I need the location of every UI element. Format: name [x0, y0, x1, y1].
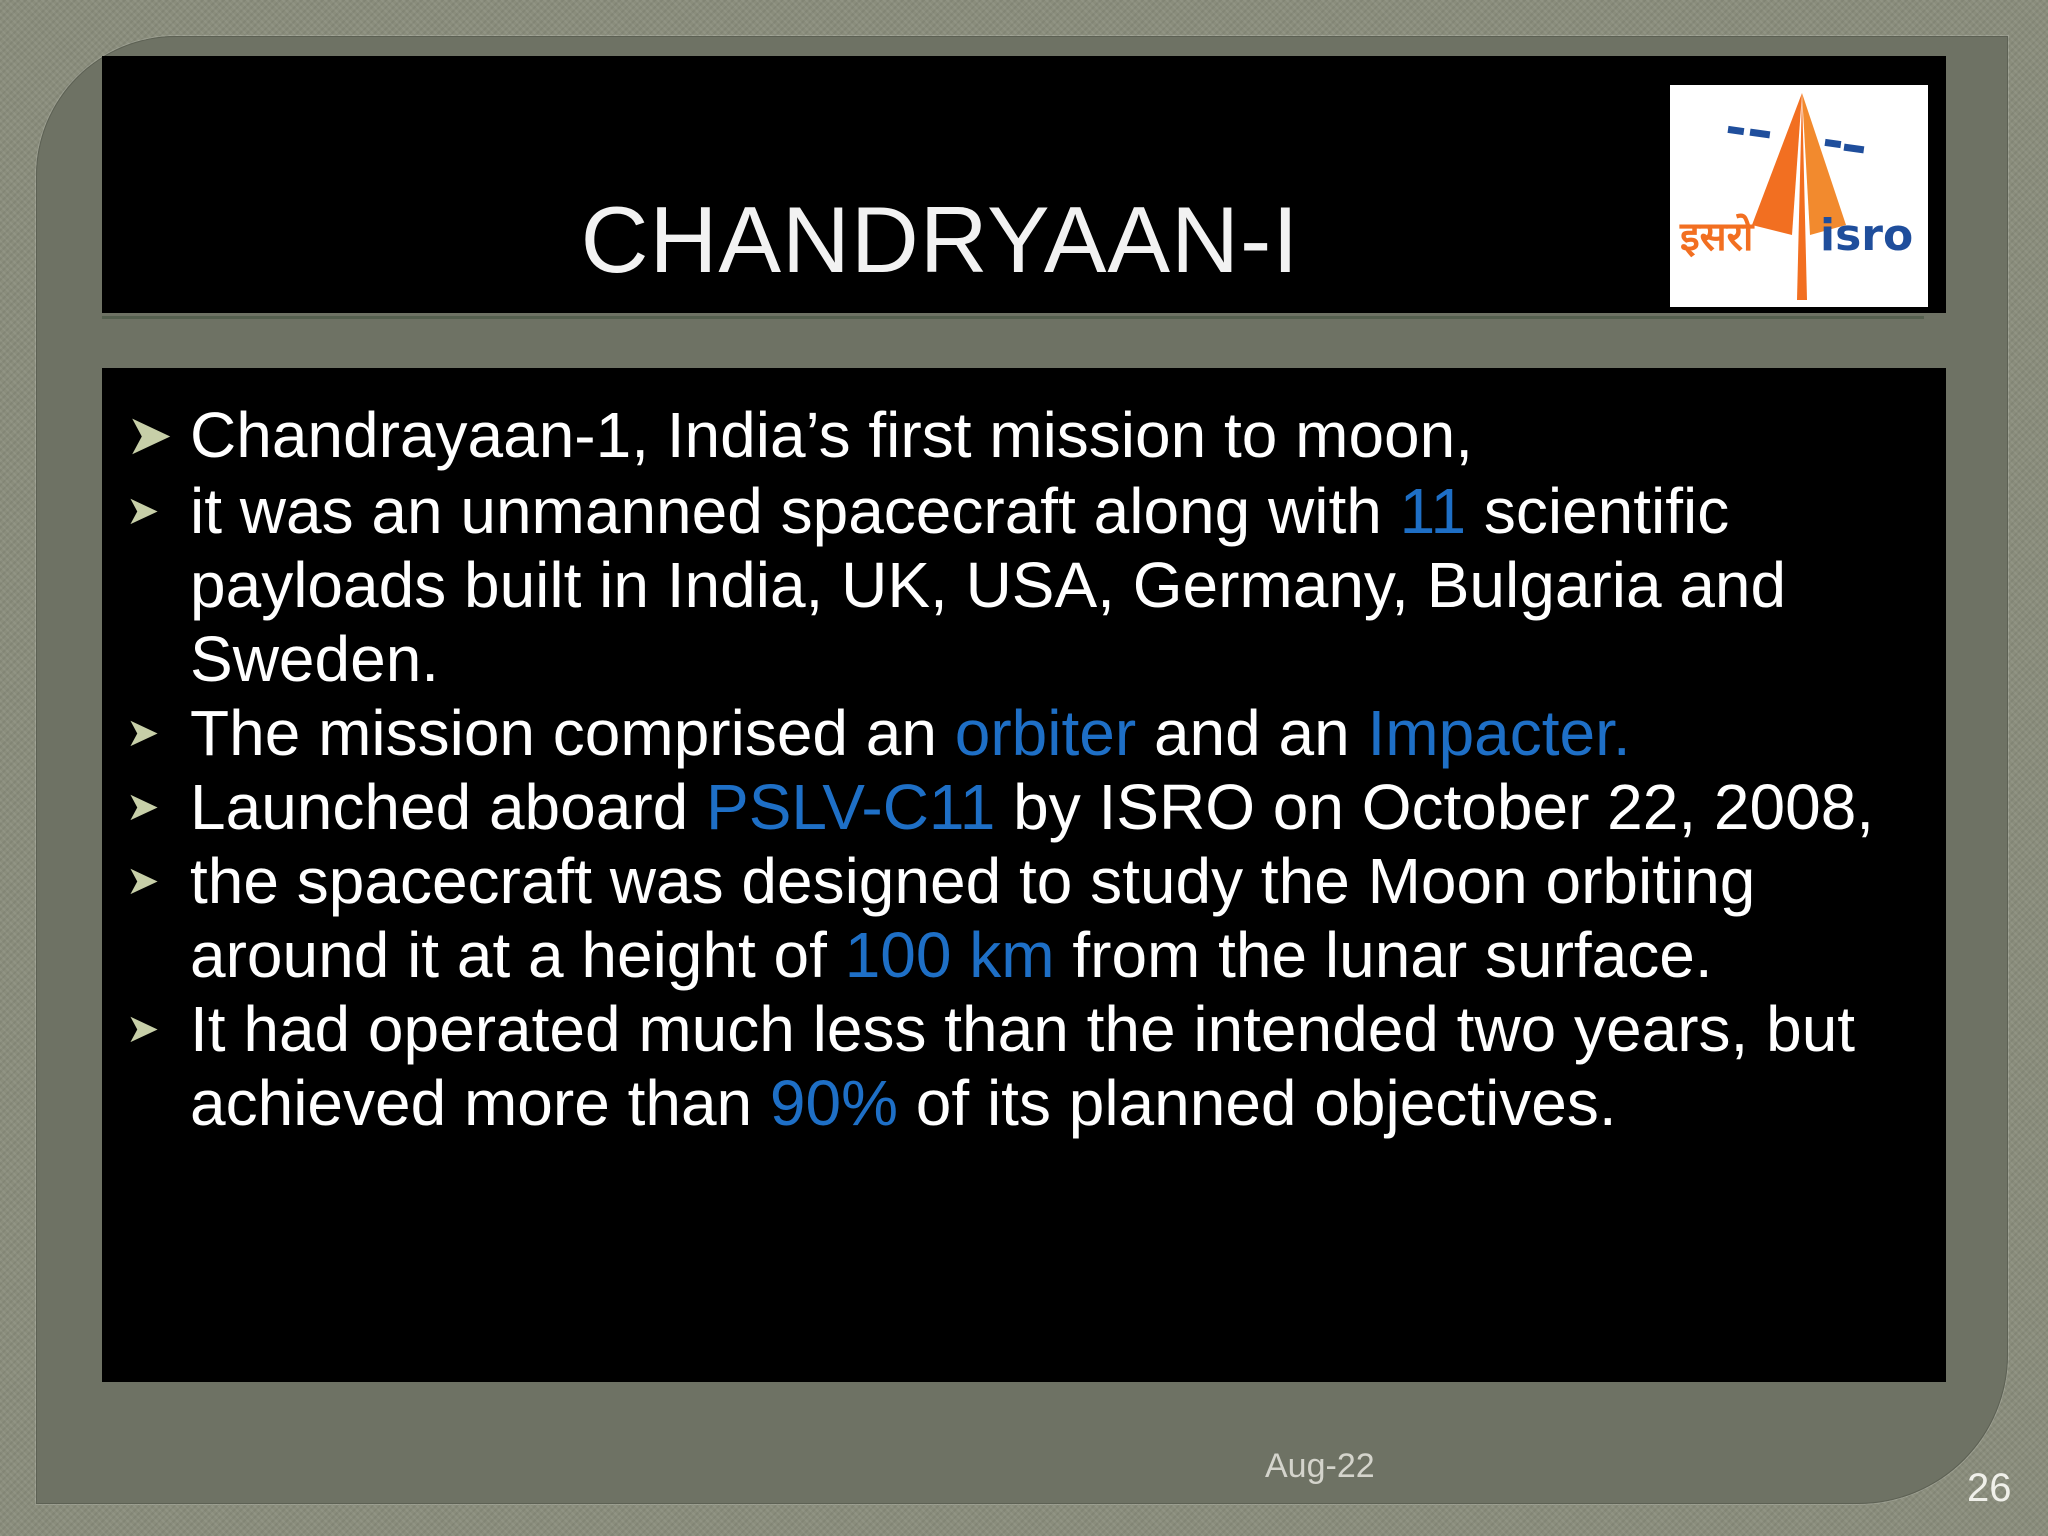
title-divider	[102, 316, 1924, 319]
bullet-text: from the lunar surface.	[1054, 919, 1713, 991]
highlighted-text: 100 km	[844, 919, 1055, 991]
bullet-arrow-icon: ➤	[126, 859, 160, 903]
bullet-text: and an	[1136, 697, 1368, 769]
bullet-text: the spacecraft was designed to study the Moon orbiting around it at a height of	[190, 845, 1756, 991]
bullet-text: Chandrayaan-1, India’s first mission to moon,	[190, 399, 1473, 471]
bullet-text: The mission comprised an	[190, 697, 955, 769]
highlighted-text: Impacter.	[1367, 697, 1631, 769]
highlighted-text: PSLV-C11	[706, 771, 996, 843]
bullet-text: It had operated much less than the intended two years, but achieved more than	[190, 993, 1856, 1139]
slide-title: CHANDRYAAN-I	[580, 187, 1300, 292]
bullet-item	[126, 696, 1926, 770]
bullet-item	[126, 992, 1926, 1140]
isro-logo-icon	[1670, 85, 1928, 307]
bullet-text: Launched aboard	[190, 771, 706, 843]
bullet-arrow-icon: ➤	[126, 1007, 160, 1051]
bullet-item	[126, 398, 1926, 472]
bullet-item	[126, 474, 1926, 696]
bullet-arrow-icon: ➤	[126, 711, 160, 755]
bullet-list	[126, 398, 1926, 1140]
bullet-arrow-icon: ➤	[126, 403, 173, 466]
logo-english-text: isro	[1820, 210, 1914, 261]
bullet-arrow-icon: ➤	[126, 785, 160, 829]
highlighted-text: 90%	[769, 1067, 898, 1139]
bullet-arrow-icon: ➤	[126, 489, 160, 533]
bullet-text: it was an unmanned spacecraft along with	[190, 475, 1400, 547]
logo-hindi-text: इसरो	[1680, 214, 1754, 260]
isro-logo	[1670, 85, 1928, 307]
bullet-item	[126, 770, 1926, 844]
footer-date: Aug-22	[1265, 1447, 1375, 1485]
highlighted-text: orbiter	[954, 697, 1137, 769]
bullet-text: of its planned objectives.	[898, 1067, 1617, 1139]
bullet-text: scientific payloads built in India, UK, USA, Germany, Bulgaria and Sweden.	[190, 475, 1787, 695]
bullet-text: by ISRO on October 22, 2008,	[995, 771, 1875, 843]
highlighted-text: 11	[1399, 475, 1467, 547]
bullet-item	[126, 844, 1926, 992]
page-number: 26	[1967, 1466, 2012, 1510]
